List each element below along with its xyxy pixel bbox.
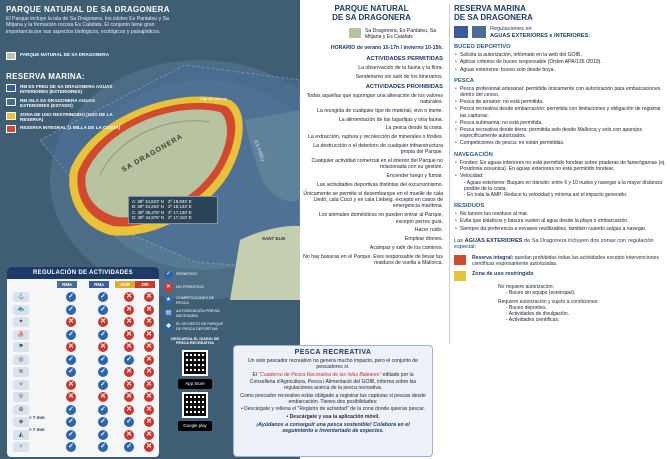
check-icon: ✓ — [66, 292, 76, 302]
check-icon: ✓ — [98, 380, 108, 390]
req-label: Requiere autorización y sujeto a condiciones: — [498, 299, 599, 306]
check-icon: ✓ — [98, 442, 108, 452]
check-icon: ✓ — [66, 367, 76, 377]
symbol-label: NO PERMITIDO — [176, 285, 204, 290]
mid-title-line2: DE SA DRAGONERA — [332, 13, 411, 22]
coord-lat: A: 39º 34,823' N — [132, 199, 164, 204]
pesca-obligado: Como pescador recreativo estás obligado a registrar tus capturas si pescas desde embarcación. Tienes dos posibilidades: — [240, 393, 426, 406]
regulation-row — [11, 341, 155, 353]
prohibida-item: Únicamente se permite el desembarque en el muelle de cala Lledó, cala Cucó y en cala Llebeig, excepto en casos de emergencia marítima. — [303, 190, 443, 210]
cross-icon: ✕ — [144, 430, 154, 440]
mid-title — [300, 4, 443, 22]
cross-icon: ✕ — [165, 284, 172, 290]
symbol-row — [164, 309, 226, 318]
parque-legend — [6, 52, 116, 63]
aguas-exteriores-intro — [454, 238, 666, 251]
sant-elm-label: SANT ELM — [262, 236, 285, 241]
coord-lon: 2º 18,933' E — [167, 199, 192, 204]
trophy-icon: ★ — [165, 297, 172, 303]
pesca-list — [454, 86, 666, 147]
right-title-line2: DE SA DRAGONERA — [454, 13, 533, 22]
activity-icon: ♆ — [13, 442, 29, 452]
exterior-swatch — [472, 26, 486, 38]
pesca-recreativa-box — [233, 345, 433, 457]
prohibida-item: La pesca desde la costa. — [385, 125, 443, 132]
document-icon: ▤ — [165, 310, 172, 316]
integral-zone-row — [454, 255, 666, 267]
legend-swatch — [6, 84, 16, 92]
cross-icon: ✕ — [144, 317, 154, 327]
residuo-item: • No lances tus residuos al mar. — [454, 211, 666, 217]
column-divider — [449, 4, 450, 344]
coord-lat-column — [132, 199, 164, 221]
cuaderno-pre: El — [252, 372, 257, 379]
cross-icon: ✕ — [124, 430, 134, 440]
qr-code-googleplay[interactable] — [182, 392, 208, 418]
cross-icon: ✕ — [144, 405, 154, 415]
permitidas-list — [300, 65, 443, 80]
check-icon: ✓ — [165, 271, 172, 277]
coord-lat: B: 39º 34,263' N — [132, 204, 164, 210]
prohibidas-list — [300, 93, 443, 267]
activity-icon: ⚓ — [13, 292, 29, 302]
prohibida-item: No hay basuras en el Parque. Eres responsable de llevar tus residuos de vuelta a Mallorca. — [303, 253, 443, 267]
regulation-header — [454, 26, 666, 39]
zur-label: Zona de uso restringido — [472, 271, 534, 278]
activity-icon: ⊕ — [13, 405, 29, 415]
activity-icon: ⚑ — [13, 342, 29, 352]
activity-icon: ◭ — [13, 430, 29, 440]
symbol-row — [164, 296, 226, 305]
symbol-row — [164, 270, 226, 279]
islands-row — [300, 28, 443, 40]
integral-label: Reserva integral: — [472, 255, 514, 262]
cross-icon: ✕ — [124, 330, 134, 340]
regulation-row — [11, 291, 155, 303]
legend-label: RM ISLA SA DRAGONERA AGUAS EXTERIORES (ESTADO) — [20, 97, 96, 109]
symbol-label: EL DECRETO DE PARQUE DE PESCA DEPORTIVA — [176, 322, 224, 331]
zur-swatch — [454, 271, 466, 281]
cross-icon: ✕ — [98, 342, 108, 352]
option-2-text: Descárgate y usa la aplicación móvil. — [289, 413, 380, 420]
coord-lon: 2º 17,130' E — [167, 209, 192, 215]
col-header-zri: ZRI — [135, 281, 155, 288]
pesca-heading: PESCA — [454, 77, 474, 84]
regulation-row — [11, 366, 155, 378]
appstore-badge[interactable]: App Store — [178, 379, 212, 389]
pesca-heading: PESCA RECREATIVA — [294, 349, 372, 356]
coord-lat: D: 39º 34,579' N — [132, 215, 164, 221]
buceo-item: • Aguas exteriores: buceo solo desde boya. — [454, 67, 666, 73]
cross-icon: ✕ — [124, 317, 134, 327]
nav-list — [454, 160, 666, 180]
activity-icon: ✧ — [13, 380, 29, 390]
prohibida-item: La recogida de cualquier tipo de material, vivo o inerte. — [316, 107, 443, 114]
prohibida-item: La alimentación de las lagartijas y otra fauna. — [338, 116, 443, 123]
legend-label: RM ES FREU DE SA DRAGONERA AGUAS INTERIORES (EXTERIORES) — [20, 84, 113, 95]
symbol-key — [164, 270, 226, 431]
pesca-intro: Un solo pescador recreativo no genera mucho impacto, pero el conjunto de pescadores sí. — [248, 358, 418, 371]
activity-icon: ≋ — [13, 367, 29, 377]
cross-icon: ✕ — [66, 392, 76, 402]
legend-row — [6, 112, 121, 123]
check-icon: ✓ — [98, 405, 108, 415]
permitida-item: La observación de la fauna y la flora. — [358, 64, 443, 71]
permitidas-heading: ACTIVIDADES PERMITIDAS — [366, 55, 443, 62]
legend-label: RESERVA INTEGRAL (1 MILLA DE LA COSTA) — [20, 125, 121, 131]
symbol-row — [164, 322, 226, 331]
cross-icon: ✕ — [144, 342, 154, 352]
check-icon: ✓ — [66, 355, 76, 365]
legend-row — [6, 125, 121, 133]
prohibida-item: Acampar y salir de los caminos. — [369, 244, 443, 251]
freu-label: ES FREU — [252, 139, 266, 163]
check-icon: ✓ — [124, 442, 134, 452]
check-icon: ✓ — [124, 355, 134, 365]
cross-icon: ✕ — [124, 292, 134, 302]
no-req-label: No requiere autorización: — [498, 284, 554, 291]
req-item: - Actividades científicas. — [506, 317, 560, 324]
aguas-pre: Las — [454, 237, 464, 244]
cross-icon: ✕ — [144, 380, 154, 390]
cross-icon: ✕ — [144, 292, 154, 302]
cross-icon: ✕ — [124, 405, 134, 415]
integral-swatch — [454, 255, 466, 265]
no-req-item: - Buceo sin equipo (esnórquel). — [506, 290, 576, 297]
cross-icon: ✕ — [66, 380, 76, 390]
symbol-label: AUTORIZACIÓN PREVIA NECESARIA — [176, 309, 220, 318]
legend-swatch — [6, 125, 16, 133]
residuos-list — [454, 211, 666, 232]
prohibida-item: Emplear drones. — [404, 236, 443, 243]
cross-icon: ✕ — [144, 330, 154, 340]
regulation-row — [11, 391, 155, 403]
regulation-row — [11, 379, 155, 391]
middle-column — [300, 4, 443, 269]
cross-icon: ✕ — [144, 417, 154, 427]
prohibida-item: Hacer ruido. — [414, 227, 443, 234]
req-item: - Buceo deportivo. — [506, 305, 547, 312]
activity-icon: 🐟 — [13, 305, 29, 315]
check-icon: ✓ — [66, 430, 76, 440]
buceo-item: • Solicita la autorización, infórmate en la web del GOIB. — [454, 52, 666, 58]
prohibida-item: Encender fuego y fumar. — [386, 173, 443, 180]
legend-row — [6, 98, 121, 109]
interior-swatch — [454, 26, 468, 38]
zur-zone-row — [454, 271, 666, 281]
permitida-item: Senderismo sin salir de los itinerarios. — [355, 73, 443, 80]
buceo-heading: BUCEO DEPORTIVO — [454, 44, 511, 51]
check-icon: ✓ — [98, 330, 108, 340]
integral-text — [472, 255, 666, 267]
pesca-item: • Pesca submarina: no está permitida. — [454, 120, 666, 126]
integral-desc: quedan prohibidas todas las actividades excepto intervenciones científicas expresamente autorizadas. — [472, 255, 659, 268]
legend-row-parque — [6, 52, 116, 60]
cross-icon: ✕ — [124, 342, 134, 352]
cross-icon: ✕ — [124, 367, 134, 377]
pesca-item: • Pesca recreativa desde tierra: permitida solo desde Mallorca y solo con aparejos específicamente autorizados. — [454, 127, 666, 139]
cross-icon: ✕ — [124, 380, 134, 390]
symbol-label: PERMITIDO — [176, 272, 198, 277]
prohibida-item: Cualquier actividad comercial en el interior del Parque no relacionada con su gestión. — [311, 158, 443, 171]
check-icon: ✓ — [98, 305, 108, 315]
cuaderno-title: "Cuaderno de Pesca Recreativa de las Islas Baleares" — [258, 372, 382, 379]
cross-icon: ✕ — [144, 392, 154, 402]
legend-swatch — [6, 52, 16, 60]
regulation-row — [11, 354, 155, 366]
aguas-post: de Sa Dragonera incluyen dos zonas con regulación especial: — [454, 237, 654, 251]
activity-icon: ◎ — [13, 355, 29, 365]
nav-item: • Fondeo: En aguas interiores no está permitido fondear sobre praderas de fanerógamas (ej. Posidonia oceanica). En aguas exteriores no está permitido fondear. — [454, 160, 666, 172]
regulation-row — [11, 329, 155, 341]
pesca-option-1: • Descárgate y rellena el "Registro de actividad" de la zona donde quieras pescar. — [240, 406, 426, 413]
size-label-b: > 7 mm — [29, 427, 45, 432]
parque-description: El Parque incluye la isla de Sa Dragonera, los islotes Es Pantaleu y Sa Mitjana y la formación rocosa Es Calafats. El conjunto tiene gran importancia por sus aspectos biológicos, ecológicos y paisajísticos. — [6, 16, 169, 35]
regulation-row — [11, 404, 155, 416]
reg-sub2: AGUAS EXTERIORES e INTERIORES: — [490, 32, 591, 39]
prohibidas-heading: ACTIVIDADES PROHIBIDAS — [365, 83, 443, 90]
reg-sub1: Regulaciones en — [490, 26, 532, 32]
pesca-option-2: • Descárgate y usa la aplicación móvil. — [286, 413, 380, 420]
check-icon: ✓ — [66, 442, 76, 452]
cross-icon: ✕ — [98, 317, 108, 327]
pesca-cuaderno — [240, 372, 426, 391]
check-icon: ✓ — [98, 430, 108, 440]
island-label: SA DRAGONERA — [120, 133, 185, 174]
coord-lat: C: 39º 35,279' N — [132, 209, 164, 215]
legend-label: PARQUE NATURAL DE SA DRAGONERA — [20, 52, 109, 57]
req-item: - Actividades de divulgación. — [506, 311, 570, 318]
cross-icon: ✕ — [144, 367, 154, 377]
reserva-legend — [6, 84, 121, 136]
legend-swatch — [6, 112, 16, 120]
activity-icon: ✦ — [13, 317, 29, 327]
prohibida-item: La extracción, ruptura y recolección de minerales o fósiles. — [308, 134, 443, 141]
velocidad-list — [454, 180, 666, 198]
check-icon: ✓ — [98, 417, 108, 427]
prohibida-item: Las actividades deportivas distintas del excursionismo. — [316, 182, 443, 189]
residuo-item: • Evita que plásticos y basura vuelen al agua desde la playa o embarcación. — [454, 218, 666, 224]
cap-label: Cap de Llebeig — [200, 96, 227, 101]
check-icon: ✓ — [98, 355, 108, 365]
regulation-row — [11, 304, 155, 316]
col-header-zur: ZUR — [115, 281, 135, 288]
islands-text: Sa Dragonera, Es Pantaleu, Sa Mitjana y Es Calafats — [365, 28, 437, 41]
regulation-row — [11, 316, 155, 328]
velocidad-item: - Aguas exteriores: Buques en tránsito: entre 6 y 10 nudos y navegar a la mayor distancia posible de la costa. — [464, 180, 663, 193]
col-header-rme: RMe — [57, 281, 77, 288]
symbol-label: COMPETICIONES DE PESCA — [176, 296, 215, 305]
regulation-row — [11, 441, 155, 453]
regulation-table — [7, 267, 159, 457]
regulation-subtitle — [490, 26, 590, 39]
prohibida-item: La destrucción o el deterioro de cualquier infraestructura propia del Parque. — [313, 143, 443, 156]
nav-heading: NAVEGACIÓN — [454, 151, 493, 158]
download-label: DESCARGA EL DIARIO DE PESCA RECREATIVA — [170, 337, 220, 346]
cross-icon: ✕ — [144, 442, 154, 452]
cross-icon: ✕ — [124, 305, 134, 315]
parque-title: PARQUE NATURAL DE SA DRAGONERA — [6, 5, 170, 14]
check-icon: ✓ — [98, 292, 108, 302]
buceo-item: • Aplicar criterios de buceo responsable (Orden APA/126 /2019). — [454, 59, 666, 65]
cross-icon: ✕ — [98, 392, 108, 402]
pesca-item: • Competiciones de pesca: no están permitidas. — [454, 140, 666, 146]
cross-icon: ✕ — [66, 342, 76, 352]
buceo-list — [454, 52, 666, 73]
mid-title-line1: PARQUE NATURAL — [334, 4, 409, 13]
activity-icon: ◈ — [13, 417, 29, 427]
cross-icon: ✕ — [66, 317, 76, 327]
coordinates-box — [128, 196, 218, 224]
cross-icon: ✕ — [124, 392, 134, 402]
check-icon: ✓ — [66, 405, 76, 415]
legend-label: ZONA DE USO RESTRINGIDO (USO DE LA RESERVA) — [20, 111, 113, 123]
pesca-closing: ¡Ayúdanos a conseguir una pesca sostenible! Colabora en el seguimiento e inventariado de especies. — [256, 421, 410, 435]
size-label-a: > 7 mm — [29, 415, 45, 420]
aguas-bold: AGUAS EXTERIORES — [464, 237, 523, 244]
coord-lon: 2º 18,133' E — [167, 204, 192, 210]
cuaderno-post: editado por la Conselleria d'Agricultura, Pesca i Alimentació del GOIB, informa sobre las regulaciones acerca de la pesca recreativa. — [249, 372, 417, 391]
googleplay-badge[interactable]: Google play — [178, 421, 212, 431]
cross-icon: ✕ — [144, 355, 154, 365]
coord-lon: 2º 17,310' E — [167, 215, 192, 221]
coord-lon-column — [168, 199, 192, 221]
legend-swatch — [6, 98, 16, 106]
pesca-item: • Pesca profesional artesanal: permitida únicamente con autorización para embarcaciones dentro del censo. — [454, 86, 666, 98]
nav-item: • Velocidad: — [454, 173, 666, 179]
qr-code-appstore[interactable] — [182, 350, 208, 376]
symbol-row — [164, 283, 226, 292]
cross-icon: ✕ — [144, 305, 154, 315]
check-icon: ✓ — [124, 417, 134, 427]
pesca-item: • Pesca recreativa desde embarcación: permitida con limitaciones y obligación de registrar las capturas. — [454, 106, 666, 118]
check-icon: ✓ — [98, 367, 108, 377]
activity-icon: ⚲ — [13, 392, 29, 402]
option-1-text: Descárgate y rellena el "Registro de actividad" de la zona donde quieras pescar. — [244, 406, 426, 413]
velocidad-item: - En toda la AMP: Reduce tu velocidad y mínima así el impacto generado. — [464, 192, 628, 199]
check-icon: ✓ — [66, 330, 76, 340]
residuos-heading: RESIDUOS — [454, 203, 485, 210]
check-icon: ✓ — [66, 417, 76, 427]
legend-row — [6, 84, 121, 95]
fish-icon: ◆ — [164, 322, 173, 331]
col-header-rma: RMa — [89, 281, 109, 288]
right-title-line1: RESERVA MARINA — [454, 4, 526, 13]
download-links — [164, 350, 226, 431]
prohibida-item: Todas aquellas que supongan una alteración de los valores naturales. — [306, 92, 443, 106]
prohibida-item: Los animales domésticos no pueden entrar al Parque, excepto perros guía. — [318, 212, 443, 225]
residuo-item: • Siempre da preferencia a envases reutilizables, también cuando salgas a navegar. — [454, 226, 666, 232]
reserva-title: RESERVA MARINA: — [6, 72, 86, 81]
right-column — [454, 4, 666, 323]
pesca-item: • Pesca de arrastre: no está permitida. — [454, 99, 666, 105]
check-icon: ✓ — [66, 305, 76, 315]
parque-swatch — [349, 28, 361, 38]
regulation-title: REGULACIÓN DE ACTIVIDADES — [7, 267, 159, 279]
horario: HORARIO de verano 10-17h / invierno 10-15h. — [330, 45, 443, 52]
activity-icon: ⛵ — [13, 330, 29, 340]
